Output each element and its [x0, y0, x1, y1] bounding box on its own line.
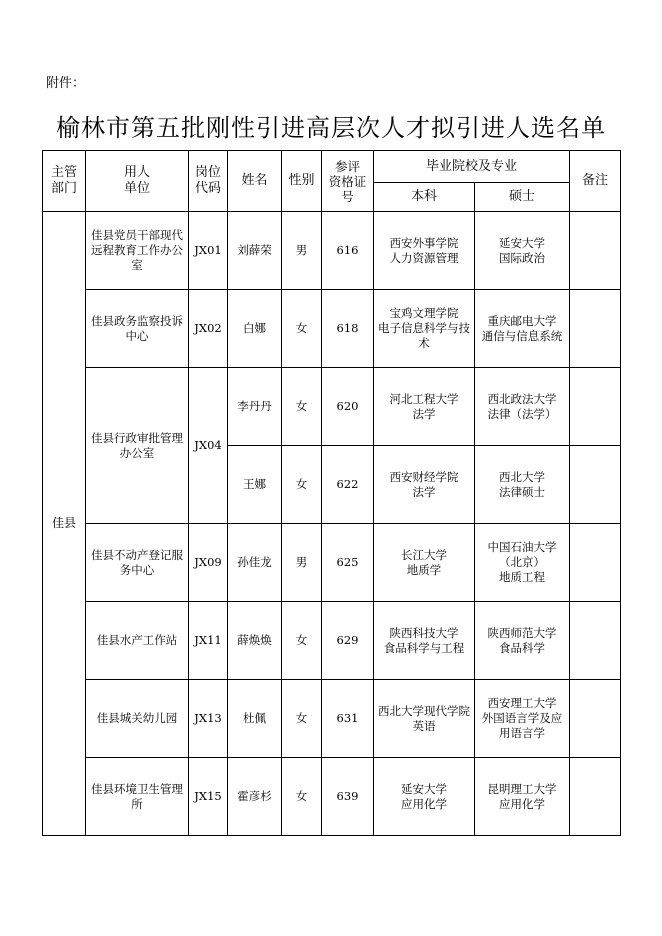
unit-cell: 佳县城关幼儿园 [86, 680, 189, 758]
bachelor-cell: 长江大学 地质学 [374, 524, 475, 602]
bachelor-cell: 西安外事学院 人力资源管理 [374, 212, 475, 290]
name-cell: 白娜 [228, 290, 282, 368]
bachelor-cell: 陕西科技大学 食品科学与工程 [374, 602, 475, 680]
remark-cell [570, 446, 621, 524]
unit-cell: 佳县行政审批管理办公室 [86, 368, 189, 524]
name-cell: 李丹丹 [228, 368, 282, 446]
code-cell: JX09 [189, 524, 228, 602]
header-remark: 备注 [570, 151, 621, 212]
table-row [43, 602, 621, 680]
remark-cell [570, 212, 621, 290]
name-cell: 孙佳龙 [228, 524, 282, 602]
unit-cell: 佳县环境卫生管理所 [86, 758, 189, 836]
document-title: 榆林市第五批刚性引进高层次人才拟引进人选名单 [56, 114, 606, 142]
header-dept: 主管 部门 [43, 151, 86, 212]
remark-cell [570, 368, 621, 446]
master-cell: 昆明理工大学 应用化学 [475, 758, 570, 836]
remark-cell [570, 680, 621, 758]
master-cell: 西北政法大学 法律（法学） [475, 368, 570, 446]
bachelor-cell: 西安财经学院 法学 [374, 446, 475, 524]
department-cell: 佳县 [43, 212, 86, 836]
header-name: 姓名 [228, 151, 282, 212]
bachelor-cell: 宝鸡文理学院 电子信息科学与技术 [374, 290, 475, 368]
bachelor-cell: 河北工程大学 法学 [374, 368, 475, 446]
master-cell: 延安大学 国际政治 [475, 212, 570, 290]
table-row [43, 524, 621, 602]
gender-cell: 女 [282, 368, 322, 446]
name-cell: 薛焕焕 [228, 602, 282, 680]
table-row [43, 368, 621, 446]
remark-cell [570, 602, 621, 680]
unit-cell: 佳县党员干部现代远程教育工作办公室 [86, 212, 189, 290]
cert-cell: 618 [322, 290, 374, 368]
code-cell: JX13 [189, 680, 228, 758]
cert-cell: 631 [322, 680, 374, 758]
bachelor-cell: 西北大学现代学院 英语 [374, 680, 475, 758]
name-cell: 刘薛荣 [228, 212, 282, 290]
cert-cell: 625 [322, 524, 374, 602]
master-cell: 重庆邮电大学 通信与信息系统 [475, 290, 570, 368]
code-cell: JX02 [189, 290, 228, 368]
gender-cell: 女 [282, 602, 322, 680]
name-cell: 杜佩 [228, 680, 282, 758]
code-cell: JX01 [189, 212, 228, 290]
header-unit: 用人 单位 [86, 151, 189, 212]
master-cell: 陕西师范大学 食品科学 [475, 602, 570, 680]
master-cell: 西安理工大学 外国语言学及应用语言学 [475, 680, 570, 758]
table-row [43, 212, 621, 290]
cert-cell: 620 [322, 368, 374, 446]
code-cell: JX11 [189, 602, 228, 680]
bachelor-cell: 延安大学 应用化学 [374, 758, 475, 836]
gender-cell: 女 [282, 680, 322, 758]
name-cell: 霍彦杉 [228, 758, 282, 836]
header-gender: 性别 [282, 151, 322, 212]
table-row [43, 680, 621, 758]
code-cell: JX15 [189, 758, 228, 836]
unit-cell: 佳县水产工作站 [86, 602, 189, 680]
gender-cell: 女 [282, 446, 322, 524]
gender-cell: 男 [282, 524, 322, 602]
cert-cell: 639 [322, 758, 374, 836]
table-row [43, 290, 621, 368]
table-row [43, 758, 621, 836]
gender-cell: 男 [282, 212, 322, 290]
attachment-label: 附件： [46, 76, 86, 91]
header-school-group: 毕业院校及专业 [374, 151, 570, 183]
gender-cell: 女 [282, 290, 322, 368]
header-master: 硕士 [475, 183, 570, 212]
name-cell: 王娜 [228, 446, 282, 524]
remark-cell [570, 524, 621, 602]
header-bachelor: 本科 [374, 183, 475, 212]
cert-cell: 629 [322, 602, 374, 680]
remark-cell [570, 758, 621, 836]
cert-cell: 616 [322, 212, 374, 290]
header-cert: 参评 资格证 号 [322, 151, 374, 212]
master-cell: 中国石油大学（北京） 地质工程 [475, 524, 570, 602]
master-cell: 西北大学 法律硕士 [475, 446, 570, 524]
unit-cell: 佳县不动产登记服务中心 [86, 524, 189, 602]
unit-cell: 佳县政务监察投诉中心 [86, 290, 189, 368]
header-code: 岗位 代码 [189, 151, 228, 212]
code-cell: JX04 [189, 368, 228, 524]
gender-cell: 女 [282, 758, 322, 836]
remark-cell [570, 290, 621, 368]
cert-cell: 622 [322, 446, 374, 524]
candidate-table [42, 150, 621, 836]
